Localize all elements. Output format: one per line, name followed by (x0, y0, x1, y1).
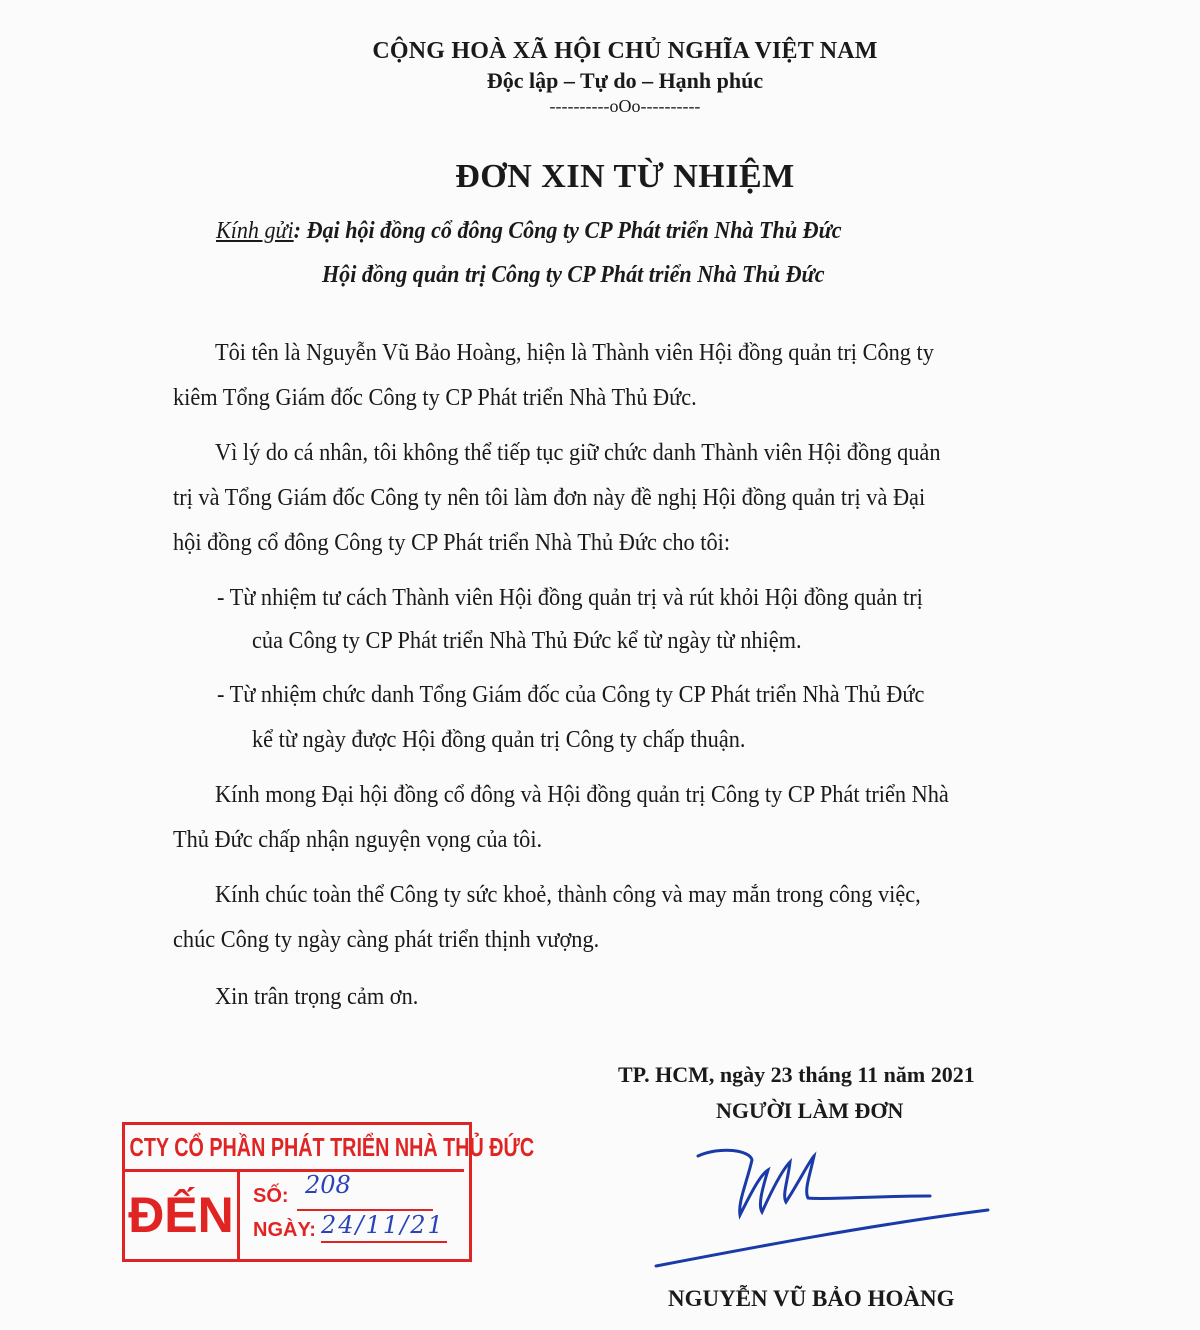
stamp-number-label: SỐ: (253, 1185, 289, 1207)
body-line: Kính mong Đại hội đồng cổ đông và Hội đồng quản trị Công ty CP Phát triển Nhà (215, 782, 949, 808)
stamp-date-label: NGÀY: (253, 1219, 316, 1241)
stamp-type: ĐẾN (125, 1172, 240, 1259)
national-title: CỘNG HOÀ XÃ HỘI CHỦ NGHĨA VIỆT NAM (372, 38, 878, 64)
received-stamp (122, 1122, 535, 1262)
body-line: hội đồng cổ đông Công ty CP Phát triển Nhà Thủ Đức cho tôi: (173, 530, 731, 556)
header-separator: ----------oOo---------- (549, 96, 701, 116)
body-line: Vì lý do cá nhân, tôi không thể tiếp tục giữ chức danh Thành viên Hội đồng quản (215, 440, 941, 466)
stamp-number-value: 208 (305, 1171, 351, 1199)
bullet-item-1-cont: của Công ty CP Phát triển Nhà Thủ Đức kể từ ngày từ nhiệm. (252, 628, 802, 654)
recipient-1: Đại hội đồng cổ đông Công ty CP Phát triển Nhà Thủ Đức (306, 218, 842, 244)
stamp-date-value: 24/11/21 (321, 1211, 445, 1239)
signature-icon (650, 1140, 1000, 1270)
closing-line: Xin trân trọng cảm ơn. (215, 984, 419, 1010)
stamp-company: CTY CỔ PHẦN PHÁT TRIỂN NHÀ THỦ ĐỨC (125, 1125, 464, 1172)
document-title: ĐƠN XIN TỪ NHIỆM (455, 158, 795, 195)
body-line: trị và Tổng Giám đốc Công ty nên tôi làm đơn này đề nghị Hội đồng quản trị và Đại (173, 485, 926, 511)
recipient-label: Kính gửi (216, 218, 294, 244)
place-date: TP. HCM, ngày 23 tháng 11 năm 2021 (618, 1062, 975, 1087)
recipient-2: Hội đồng quản trị Công ty CP Phát triển Nhà Thủ Đức (322, 262, 825, 288)
bullet-item-2: - Từ nhiệm chức danh Tổng Giám đốc của Công ty CP Phát triển Nhà Thủ Đức (217, 682, 925, 708)
body-line: Thủ Đức chấp nhận nguyện vọng của tôi. (173, 827, 543, 853)
body-line: chúc Công ty ngày càng phát triển thịnh vượng. (173, 927, 600, 953)
body-line: Kính chúc toàn thể Công ty sức khoẻ, thành công và may mắn trong công việc, (215, 882, 921, 908)
signer-name: NGUYỄN VŨ BẢO HOÀNG (668, 1286, 955, 1311)
body-line: Tôi tên là Nguyễn Vũ Bảo Hoàng, hiện là Thành viên Hội đồng quản trị Công ty (215, 340, 934, 366)
recipient-line-1: Kính gửi: Đại hội đồng cổ đông Công ty CP Phát triển Nhà Thủ Đức (216, 218, 842, 244)
national-motto: Độc lập – Tự do – Hạnh phúc (486, 68, 764, 93)
stamp-number-row (253, 1171, 351, 1208)
stamp-date-row (253, 1211, 445, 1242)
stamp-date-underline (321, 1241, 447, 1243)
body-line: kiêm Tổng Giám đốc Công ty CP Phát triển Nhà Thủ Đức. (173, 385, 697, 411)
signer-role: NGƯỜI LÀM ĐƠN (716, 1098, 904, 1123)
bullet-item-2-cont: kể từ ngày được Hội đồng quản trị Công ty chấp thuận. (252, 727, 746, 753)
bullet-item-1: - Từ nhiệm tư cách Thành viên Hội đồng quản trị và rút khỏi Hội đồng quản trị (217, 585, 923, 611)
